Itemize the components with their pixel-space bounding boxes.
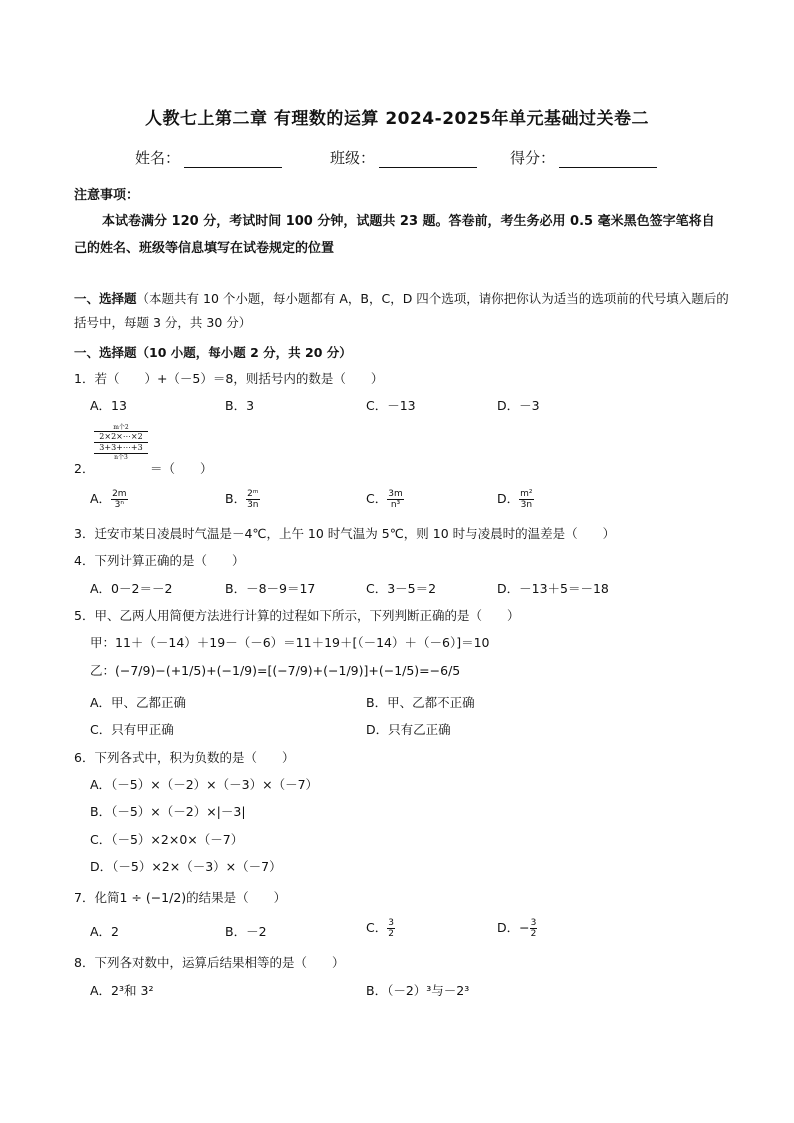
q7-option-a[interactable]: A．2 — [90, 924, 120, 939]
q2-option-c[interactable]: C． $\frac{3m}{\text{n³}}$ — [366, 489, 403, 510]
q6-option-b[interactable]: B．（－5）×（－2）×|－3| — [90, 804, 246, 819]
q5-stem: 5．甲、乙两人用简便方法进行计算的过程如下所示，下列判断正确的是（ ） — [74, 608, 520, 623]
q1-stem: 1．若（ ）+（－5）＝8，则括号内的数是（ ） — [74, 371, 384, 386]
section-1-heading: 一、选择题 — [74, 291, 137, 306]
q4-stem: 4．下列计算正确的是（ ） — [74, 553, 245, 568]
q6-option-c[interactable]: C．（－5）×2×0×（－7） — [90, 832, 244, 847]
q8-option-a[interactable]: A．2³和 3² — [90, 983, 154, 998]
q7-option-d[interactable]: D．− $\frac{3}{2}$ — [497, 918, 537, 939]
q1-option-c[interactable]: C．－13 — [366, 398, 416, 413]
q4-option-b[interactable]: B．－8－9＝17 — [225, 581, 316, 596]
q2-eq: ＝（ ） — [150, 461, 213, 476]
q5-jia: 甲：11＋（－14）＋19－（－6）＝11＋19＋[（－14）＋（－6）]＝10 — [90, 635, 490, 650]
q2-over-top: m个2 — [94, 424, 148, 432]
q1-option-d[interactable]: D．－3 — [497, 398, 540, 413]
q2-option-d[interactable]: D． $\frac{\text{m²}}{3n}$ — [497, 489, 533, 510]
q6-option-d[interactable]: D．（－5）×2×（－3）×（－7） — [90, 859, 282, 874]
q4-option-a[interactable]: A．0－2＝－2 — [90, 581, 173, 596]
score-label: 得分： — [510, 149, 556, 167]
q1-option-b[interactable]: B．3 — [225, 398, 255, 413]
notice-heading: 注意事项： — [74, 188, 140, 203]
q7-option-c[interactable]: C． $\frac{3}{2}$ — [366, 918, 394, 939]
q7-stem: 7．化简1 ÷ (−1/2)的结果是（ ） — [74, 890, 287, 905]
q8-option-b[interactable]: B．（－2）³与－2³ — [366, 983, 470, 998]
q7-option-b[interactable]: B．－2 — [225, 924, 267, 939]
q2-top: 2×2×⋯×2 — [99, 432, 143, 441]
q2-under-bottom: n个3 — [94, 453, 148, 461]
q2-num: 2． — [74, 461, 95, 476]
q4-option-d[interactable]: D．－13＋5＝－18 — [497, 581, 609, 596]
q2-bottom: 3+3+⋯+3 — [94, 442, 148, 453]
q4-option-c[interactable]: C．3－5＝2 — [366, 581, 437, 596]
section-1-desc: （本题共有 10 个小题，每小题都有 A，B，C，D 四个选项，请你把你认为适当的选项前的代号填入题后的括号中，每题 3 分，共 30 分） — [74, 291, 729, 330]
q5-option-d[interactable]: D．只有乙正确 — [366, 722, 451, 737]
notice-body: 本试卷满分 120 分，考试时间 100 分钟，试题共 23 题。答卷前，考生务必用 0.5 毫米黑色签字笔将自己的姓名、班级等信息填写在试卷规定的位置 — [74, 214, 715, 256]
exam-title: 人教七上第二章 有理数的运算 2024-2025年单元基础过关卷二 — [144, 109, 650, 129]
class-field[interactable] — [330, 147, 477, 168]
section-1-intro — [74, 287, 730, 335]
q5-option-a[interactable]: A．甲、乙都正确 — [90, 695, 187, 710]
q2-option-a[interactable]: A． $\frac{2m}{\text{3ⁿ}}$ — [90, 489, 127, 510]
q5-yi: 乙：(−7/9)−(+1/5)+(−1/9)=[(−7/9)+(−1/9)]+(−1/5)=−6/5 — [90, 663, 461, 678]
name-field[interactable] — [135, 147, 282, 168]
q8-stem: 8．下列各对数中，运算后结果相等的是（ ） — [74, 955, 345, 970]
class-label: 班级： — [330, 149, 376, 167]
q2-fraction — [94, 424, 148, 461]
q1-option-a[interactable]: A．13 — [90, 398, 127, 413]
score-field[interactable] — [510, 147, 657, 168]
q3-stem: 3．迁安市某日凌晨时气温是－4℃，上午 10 时气温为 5℃，则 10 时与凌晨时的温差是（ ） — [74, 526, 616, 541]
name-blank[interactable] — [184, 153, 282, 168]
score-blank[interactable] — [559, 153, 657, 168]
section-1-subheading: 一、选择题（10 小题，每小题 2 分，共 20 分） — [74, 345, 352, 360]
class-blank[interactable] — [379, 153, 477, 168]
name-label: 姓名： — [135, 149, 181, 167]
q5-option-b[interactable]: B．甲、乙都不正确 — [366, 695, 475, 710]
q2-option-b[interactable]: B． $\frac{\text{2ᵐ}}{3n}$ — [225, 489, 259, 510]
q5-option-c[interactable]: C．只有甲正确 — [90, 722, 174, 737]
q6-stem: 6．下列各式中，积为负数的是（ ） — [74, 750, 295, 765]
q7-expression: 1 ÷ (−1/2) — [119, 890, 187, 905]
q6-option-a[interactable]: A．（－5）×（－2）×（－3）×（－7） — [90, 777, 319, 792]
